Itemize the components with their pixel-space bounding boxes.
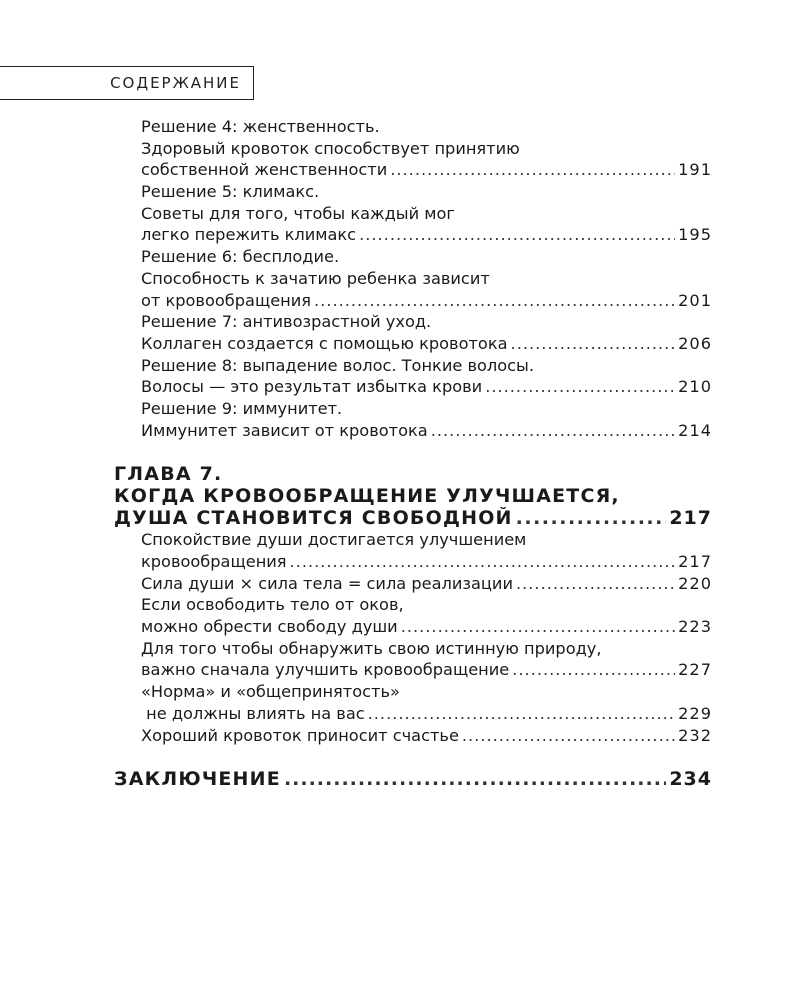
toc-entry[interactable] [114,224,712,246]
toc-line-text: Спокойствие души достигается улучшением [141,530,527,550]
page-number: 229 [678,703,712,723]
toc-line [114,181,712,203]
toc-group-a [114,116,712,441]
dot-leader [368,703,675,725]
toc-line-text: «Норма» и «общепринятость» [141,682,400,702]
page-number: 217 [678,552,712,571]
toc-line [114,311,712,333]
page-number: 234 [669,768,712,791]
toc-line [114,681,712,703]
toc-entry-text: собственной женственности [141,160,388,180]
toc-entry[interactable] [114,420,712,442]
dot-leader [516,507,667,529]
toc-line-text: Здоровый кровоток способствует принятию [141,138,520,158]
toc-line [114,116,712,138]
section-header-box [0,66,254,100]
toc-line-text: Решение 6: бесплодие. [141,247,340,267]
toc-line [114,355,712,377]
toc-entry[interactable] [114,551,712,573]
toc-line-text: Советы для того, чтобы каждый мог [141,203,455,223]
toc-entry-text: легко пережить климакс [141,225,357,245]
page-number: 214 [678,420,712,440]
chapter-label: ГЛАВА 7. [114,463,223,486]
page-number: 210 [678,377,712,397]
dot-leader [462,725,675,747]
conclusion-entry[interactable] [114,767,712,791]
dot-leader [511,333,676,355]
toc-line [114,594,712,616]
dot-leader [314,290,675,312]
toc-entry-text: не должны влиять на вас [141,703,365,723]
toc-entry[interactable] [114,616,712,638]
section-title: СОДЕРЖАНИЕ [110,74,241,92]
page-number: 217 [669,507,712,530]
toc-entry[interactable] [114,333,712,355]
toc-line-text: Решение 5: климакс. [141,182,320,202]
toc-line-text: Если освободить тело от оков, [141,595,404,615]
page-number: 220 [678,573,712,593]
dot-leader [512,659,675,681]
dot-leader [401,616,675,638]
toc-entry-text: Иммунитет зависит от кровотока [141,420,428,440]
toc-line-text: Способность к зачатию ребенка зависит [141,268,490,288]
dot-leader [290,551,676,573]
dot-leader [485,376,675,398]
toc-group-b [114,529,712,746]
toc-line [114,138,712,160]
toc-entry-text: Коллаген создается с помощью кровотока [141,333,508,353]
chapter-title-text: ДУША СТАНОВИТСЯ СВОБОДНОЙ [114,507,513,530]
toc-line [114,268,712,290]
table-of-contents [114,116,712,791]
toc-entry-text: Хороший кровоток приносит счастье [141,725,459,745]
toc-entry[interactable] [114,703,712,725]
page-number: 227 [678,660,712,680]
dot-leader [284,767,666,791]
toc-entry-text: кровообращения [141,552,287,571]
toc-entry-text: можно обрести свободу души [141,617,398,637]
dot-leader [431,420,675,442]
chapter-title-line-1: КОГДА КРОВООБРАЩЕНИЕ УЛУЧШАЕТСЯ, [114,485,620,508]
chapter-title-line-2 [114,507,712,529]
toc-entry[interactable] [114,659,712,681]
toc-entry[interactable] [114,573,712,595]
toc-entry[interactable] [114,376,712,398]
page-number: 191 [678,160,712,180]
toc-entry-text: Сила души × сила тела = сила реализации [141,573,513,593]
toc-line [114,398,712,420]
toc-line-text: Решение 9: иммунитет. [141,398,343,418]
page-number: 201 [678,290,712,310]
chapter-7-heading[interactable] [114,463,712,529]
toc-line-text: Решение 8: выпадение волос. Тонкие волосы. [141,355,534,375]
page-number: 206 [678,333,712,353]
page-number: 223 [678,617,712,637]
dot-leader [390,159,675,181]
toc-entry[interactable] [114,290,712,312]
toc-entry[interactable] [114,725,712,747]
toc-line [114,638,712,660]
toc-line [114,203,712,225]
toc-line [114,529,712,551]
toc-line-text: Для того чтобы обнаружить свою истинную природу, [141,638,602,658]
toc-line [114,246,712,268]
page-number: 232 [678,725,712,745]
dot-leader [359,224,675,246]
toc-entry-text: важно сначала улучшить кровообращение [141,660,510,680]
toc-line-text: Решение 4: женственность. [141,117,380,136]
conclusion-title: ЗАКЛЮЧЕНИЕ [114,768,281,791]
toc-entry-text: от кровообращения [141,290,312,310]
dot-leader [516,573,675,595]
toc-line-text: Решение 7: антивозрастной уход. [141,312,432,332]
toc-entry-text: Волосы — это результат избытка крови [141,377,483,397]
toc-entry[interactable] [114,159,712,181]
page-number: 195 [678,225,712,245]
